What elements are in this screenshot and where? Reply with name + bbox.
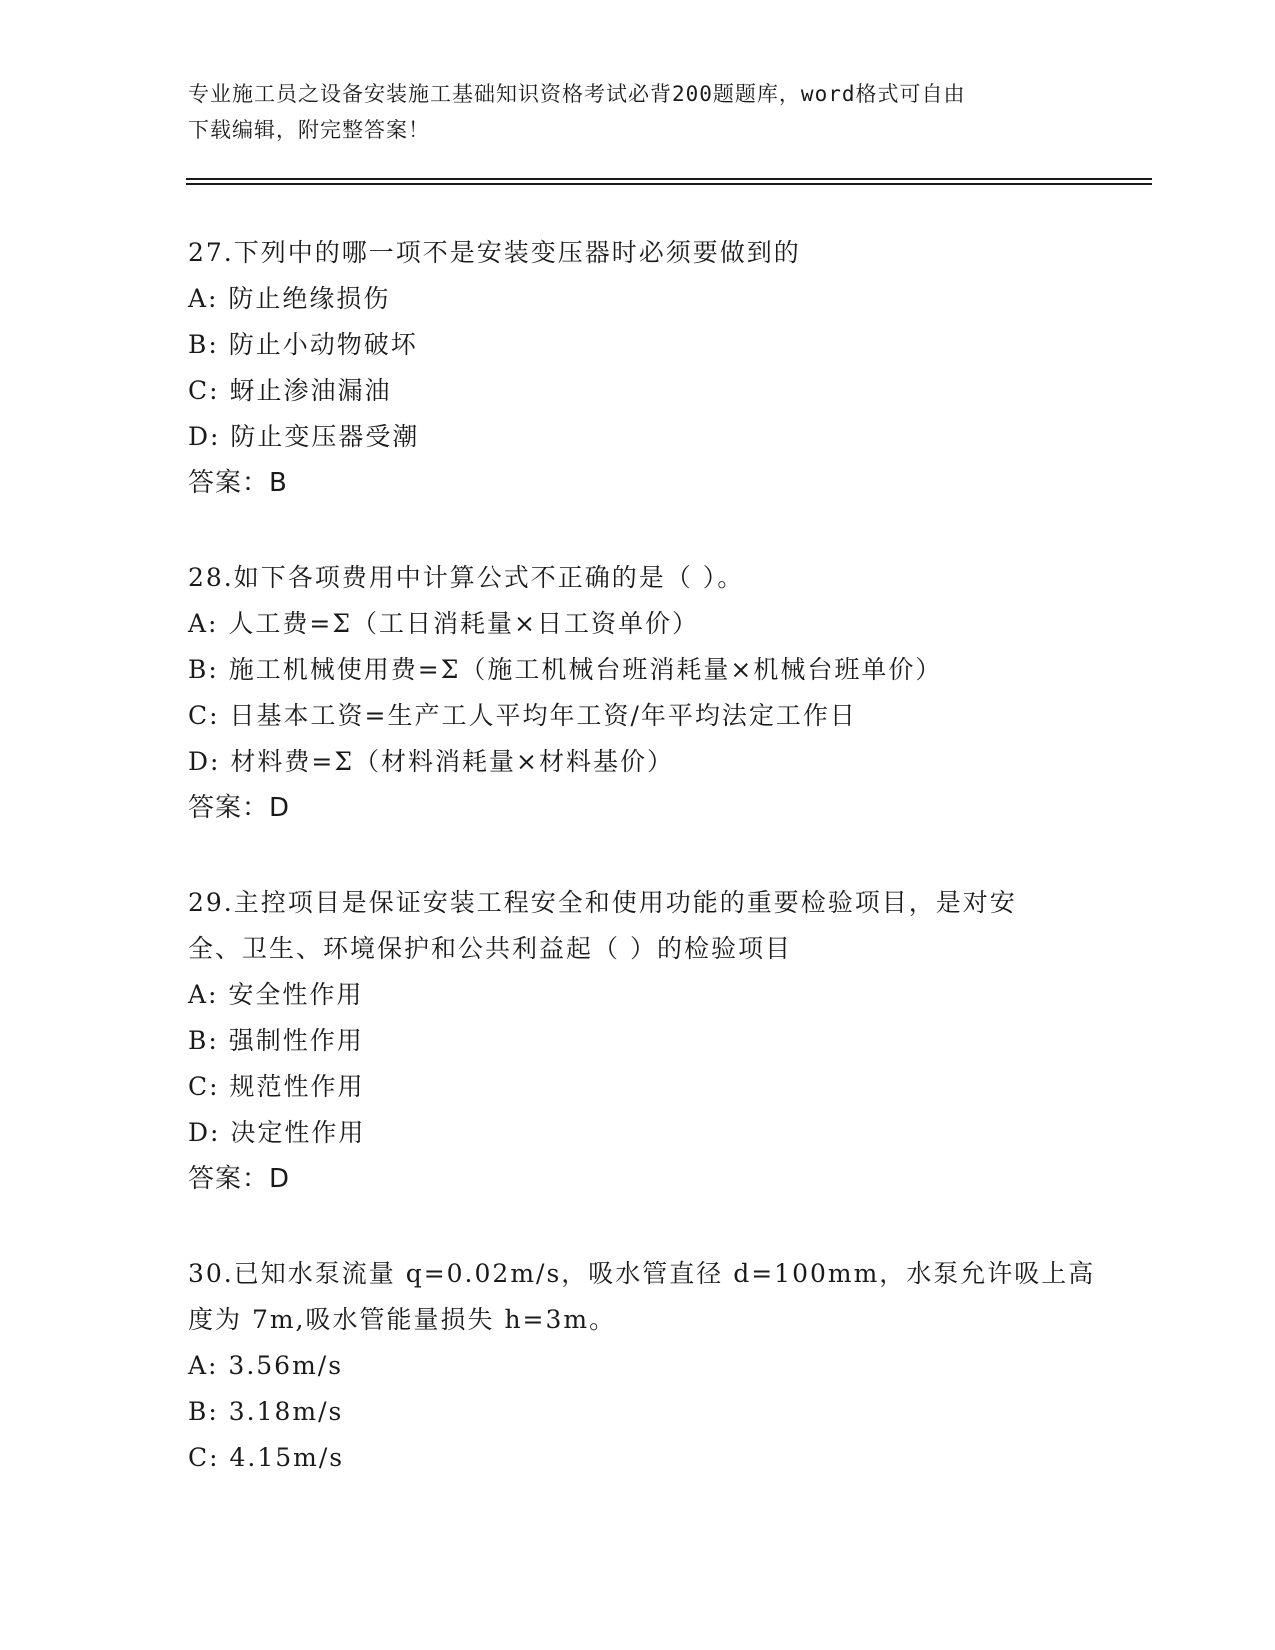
- document-header: [188, 76, 1088, 148]
- option-b: B: 强制性作用: [188, 1026, 364, 1055]
- option-c: C: 规范性作用: [188, 1072, 365, 1101]
- option-d: D: 材料费=Σ（材料消耗量×材料基价）: [188, 747, 674, 776]
- answer-line: 答案：D: [188, 1164, 291, 1194]
- option-a: A: 人工费=Σ（工日消耗量×日工资单价）: [188, 609, 699, 638]
- answer-line: 答案：B: [188, 468, 288, 498]
- header-line-1: 专业施工员之设备安装施工基础知识资格考试必背200题题库，word格式可自由: [188, 82, 966, 106]
- question-stem-line-1: 30.已知水泵流量 q=0.02m/s，吸水管直径 d=100mm，水泵允许吸上高: [188, 1259, 1096, 1288]
- header-line-2: 下载编辑，附完整答案！: [188, 118, 430, 142]
- option-b: B: 3.18m/s: [188, 1397, 344, 1426]
- header-divider-bottom: [186, 183, 1152, 185]
- question-30: [188, 1251, 1096, 1481]
- question-27: [188, 230, 1088, 506]
- question-stem-line-2: 全、卫生、环境保护和公共利益起（ ）的检验项目: [188, 934, 792, 963]
- option-c: C: 蚜止渗油漏油: [188, 376, 392, 405]
- question-stem-line-1: 29.主控项目是保证安装工程安全和使用功能的重要检验项目，是对安: [188, 888, 1017, 917]
- option-a: A: 防止绝缘损伤: [188, 284, 391, 313]
- question-29: [188, 880, 1088, 1202]
- option-a: A: 3.56m/s: [188, 1351, 344, 1380]
- answer-line: 答案：D: [188, 793, 291, 823]
- option-b: B: 施工机械使用费=Σ（施工机械台班消耗量×机械台班单价）: [188, 655, 943, 684]
- question-28: [188, 555, 1088, 831]
- question-stem: 27.下列中的哪一项不是安装变压器时必须要做到的: [188, 238, 801, 267]
- option-d: D: 防止变压器受潮: [188, 422, 420, 451]
- question-stem: 28.如下各项费用中计算公式不正确的是（ ）。: [188, 563, 745, 592]
- option-d: D: 决定性作用: [188, 1118, 366, 1147]
- option-c: C: 4.15m/s: [188, 1443, 345, 1472]
- option-a: A: 安全性作用: [188, 980, 364, 1009]
- question-stem-line-2: 度为 7m,吸水管能量损失 h=3m。: [188, 1305, 617, 1334]
- option-b: B: 防止小动物破坏: [188, 330, 418, 359]
- header-divider-top: [186, 178, 1152, 180]
- option-c: C: 日基本工资=生产工人平均年工资/年平均法定工作日: [188, 701, 857, 730]
